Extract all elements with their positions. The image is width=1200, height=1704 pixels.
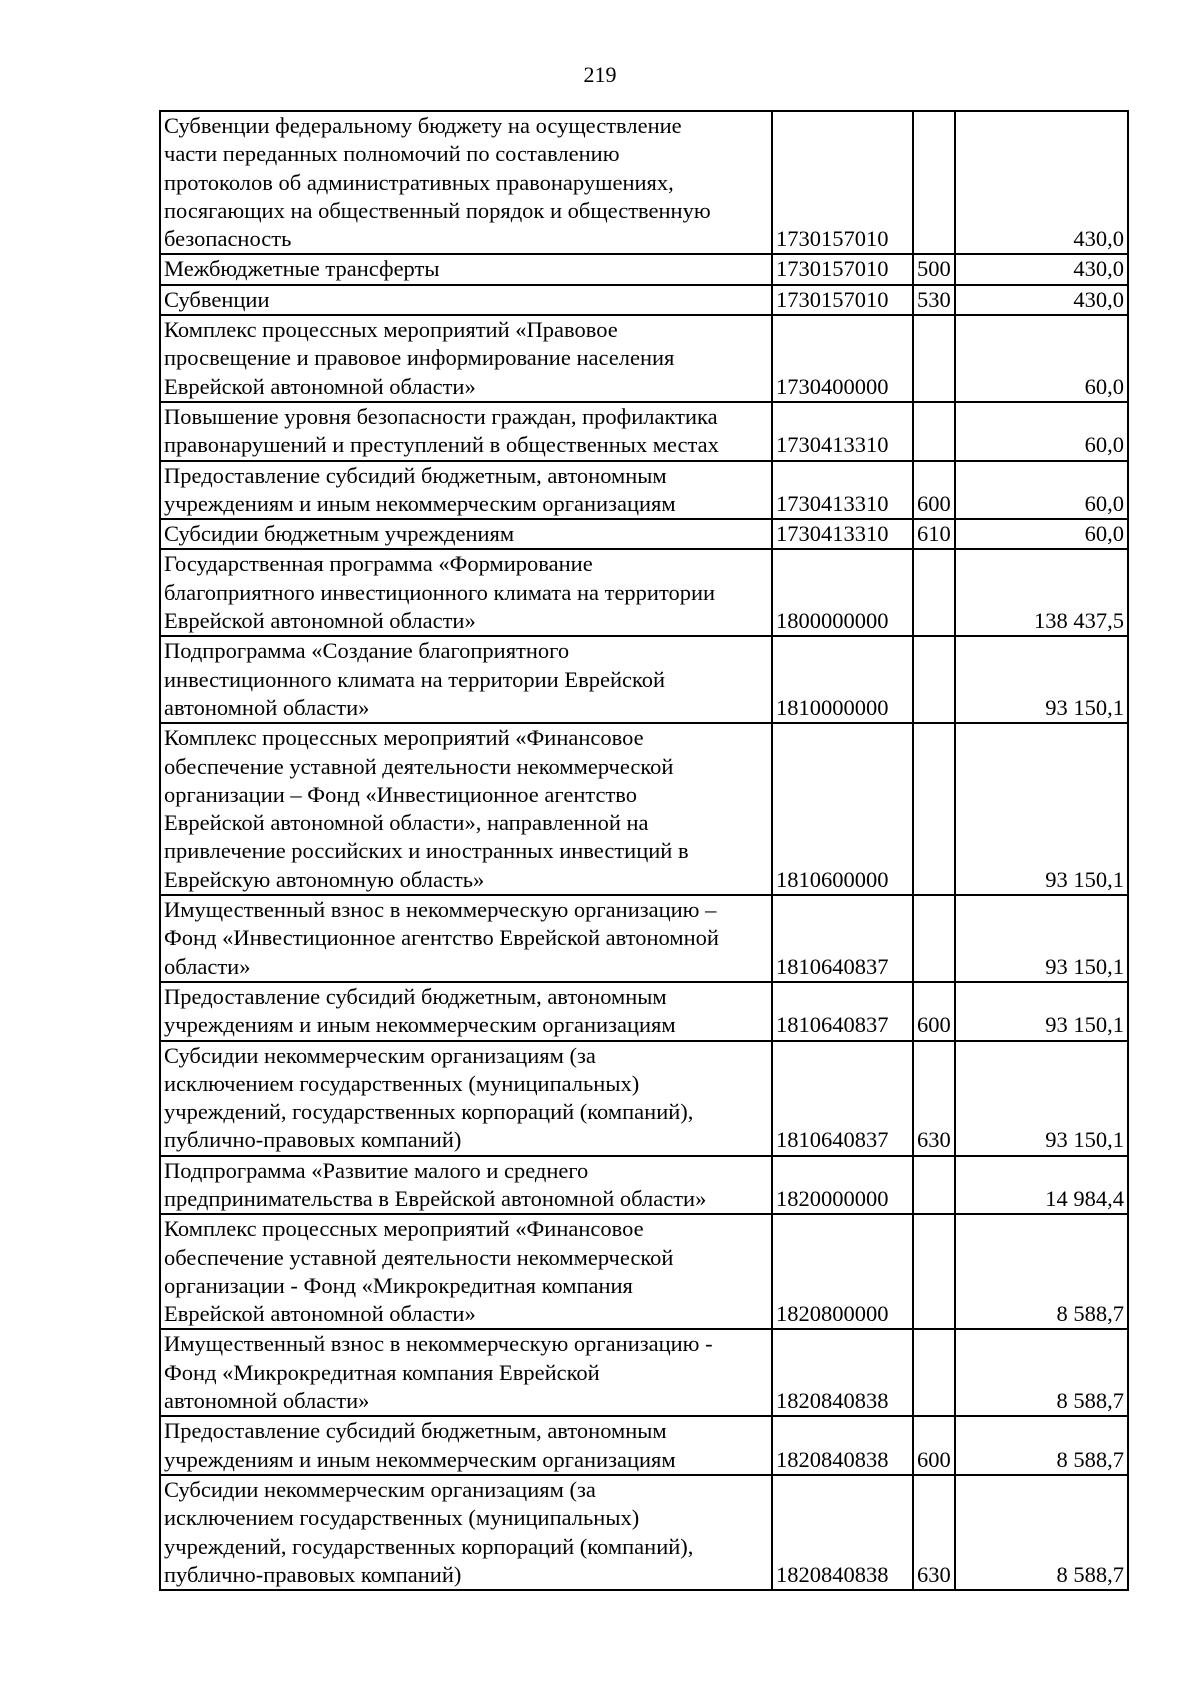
budget-table	[159, 110, 1129, 1591]
row-name-cell: Субсидии некоммерческим организациям (за исключением государственных (муниципальных) учреждений, государственных корпораций (компаний), публично-правовых компаний)	[160, 1041, 772, 1156]
row-type-cell	[913, 636, 955, 723]
row-code-cell: 1800000000	[772, 549, 913, 636]
row-name-cell: Предоставление субсидий бюджетным, автономным учреждениям и иным некоммерческим организациям	[160, 982, 772, 1041]
row-name-cell: Повышение уровня безопасности граждан, профилактика правонарушений и преступлений в общественных местах	[160, 402, 772, 461]
row-type-cell	[913, 549, 955, 636]
row-code-cell: 1730157010	[772, 111, 913, 254]
row-name-cell: Имущественный взнос в некоммерческую организацию – Фонд «Инвестиционное агентство Еврейской автономной области»	[160, 895, 772, 982]
row-amount-cell: 60,0	[955, 519, 1128, 549]
table-row	[160, 1214, 1128, 1329]
row-name-cell: Субсидии некоммерческим организациям (за исключением государственных (муниципальных) учреждений, государственных корпораций (компаний), публично-правовых компаний)	[160, 1475, 772, 1590]
row-code-cell: 1820840838	[772, 1416, 913, 1475]
row-type-cell	[913, 315, 955, 402]
table-row	[160, 636, 1128, 723]
row-amount-cell: 430,0	[955, 254, 1128, 284]
row-code-cell: 1810640837	[772, 1041, 913, 1156]
row-type-cell: 610	[913, 519, 955, 549]
row-name-cell: Субвенции федеральному бюджету на осуществление части переданных полномочий по составлению протоколов об административных правонарушениях, посягающих на общественный порядок и общественную безопасность	[160, 111, 772, 254]
row-type-cell	[913, 1329, 955, 1416]
row-code-cell: 1730157010	[772, 285, 913, 315]
row-type-cell: 630	[913, 1041, 955, 1156]
row-code-cell: 1810640837	[772, 895, 913, 982]
row-amount-cell: 93 150,1	[955, 723, 1128, 895]
row-amount-cell: 93 150,1	[955, 895, 1128, 982]
row-code-cell: 1730413310	[772, 402, 913, 461]
row-type-cell	[913, 402, 955, 461]
row-name-cell: Предоставление субсидий бюджетным, автономным учреждениям и иным некоммерческим организациям	[160, 1416, 772, 1475]
row-code-cell: 1820000000	[772, 1156, 913, 1215]
row-type-cell	[913, 723, 955, 895]
table-row	[160, 1416, 1128, 1475]
row-code-cell: 1820840838	[772, 1475, 913, 1590]
row-amount-cell: 430,0	[955, 285, 1128, 315]
table-row	[160, 461, 1128, 520]
row-code-cell: 1730400000	[772, 315, 913, 402]
row-amount-cell: 60,0	[955, 461, 1128, 520]
page-number: 219	[583, 62, 617, 87]
row-code-cell: 1810640837	[772, 982, 913, 1041]
row-type-cell	[913, 1214, 955, 1329]
row-code-cell: 1820840838	[772, 1329, 913, 1416]
budget-table-body	[160, 111, 1128, 1590]
row-amount-cell: 430,0	[955, 111, 1128, 254]
table-row	[160, 982, 1128, 1041]
table-row	[160, 1041, 1128, 1156]
row-type-cell	[913, 111, 955, 254]
row-amount-cell: 60,0	[955, 402, 1128, 461]
row-code-cell: 1810000000	[772, 636, 913, 723]
row-name-cell: Подпрограмма «Создание благоприятного инвестиционного климата на территории Еврейской автономной области»	[160, 636, 772, 723]
row-amount-cell: 138 437,5	[955, 549, 1128, 636]
row-name-cell: Межбюджетные трансферты	[160, 254, 772, 284]
row-amount-cell: 60,0	[955, 315, 1128, 402]
row-type-cell: 530	[913, 285, 955, 315]
row-amount-cell: 8 588,7	[955, 1214, 1128, 1329]
row-name-cell: Комплекс процессных мероприятий «Финансовое обеспечение уставной деятельности некоммерческой организации - Фонд «Микрокредитная компания Еврейской автономной области»	[160, 1214, 772, 1329]
table-row	[160, 1156, 1128, 1215]
row-name-cell: Государственная программа «Формирование благоприятного инвестиционного климата на территории Еврейской автономной области»	[160, 549, 772, 636]
row-amount-cell: 14 984,4	[955, 1156, 1128, 1215]
table-row	[160, 111, 1128, 254]
row-amount-cell: 8 588,7	[955, 1475, 1128, 1590]
row-name-cell: Комплекс процессных мероприятий «Финансовое обеспечение уставной деятельности некоммерческой организации – Фонд «Инвестиционное агентство Еврейской автономной области», направленной на привлечение российских и иностранных инвестиций в Еврейскую автономную область»	[160, 723, 772, 895]
row-type-cell: 600	[913, 461, 955, 520]
row-type-cell	[913, 895, 955, 982]
table-row	[160, 519, 1128, 549]
table-row	[160, 895, 1128, 982]
row-code-cell: 1730413310	[772, 461, 913, 520]
row-amount-cell: 93 150,1	[955, 1041, 1128, 1156]
row-type-cell	[913, 1156, 955, 1215]
table-row	[160, 549, 1128, 636]
row-amount-cell: 8 588,7	[955, 1329, 1128, 1416]
row-amount-cell: 8 588,7	[955, 1416, 1128, 1475]
row-name-cell: Предоставление субсидий бюджетным, автономным учреждениям и иным некоммерческим организациям	[160, 461, 772, 520]
table-row	[160, 315, 1128, 402]
row-name-cell: Комплекс процессных мероприятий «Правовое просвещение и правовое информирование населения Еврейской автономной области»	[160, 315, 772, 402]
row-amount-cell: 93 150,1	[955, 636, 1128, 723]
table-row	[160, 1475, 1128, 1590]
table-row	[160, 402, 1128, 461]
table-row	[160, 723, 1128, 895]
row-type-cell: 600	[913, 1416, 955, 1475]
row-type-cell: 600	[913, 982, 955, 1041]
row-code-cell: 1820800000	[772, 1214, 913, 1329]
row-code-cell: 1730413310	[772, 519, 913, 549]
row-name-cell: Имущественный взнос в некоммерческую организацию - Фонд «Микрокредитная компания Еврейской автономной области»	[160, 1329, 772, 1416]
table-row	[160, 1329, 1128, 1416]
row-name-cell: Субсидии бюджетным учреждениям	[160, 519, 772, 549]
table-row	[160, 285, 1128, 315]
row-code-cell: 1810600000	[772, 723, 913, 895]
row-code-cell: 1730157010	[772, 254, 913, 284]
row-name-cell: Субвенции	[160, 285, 772, 315]
row-type-cell: 500	[913, 254, 955, 284]
table-row	[160, 254, 1128, 284]
row-name-cell: Подпрограмма «Развитие малого и среднего предпринимательства в Еврейской автономной области»	[160, 1156, 772, 1215]
row-type-cell: 630	[913, 1475, 955, 1590]
row-amount-cell: 93 150,1	[955, 982, 1128, 1041]
